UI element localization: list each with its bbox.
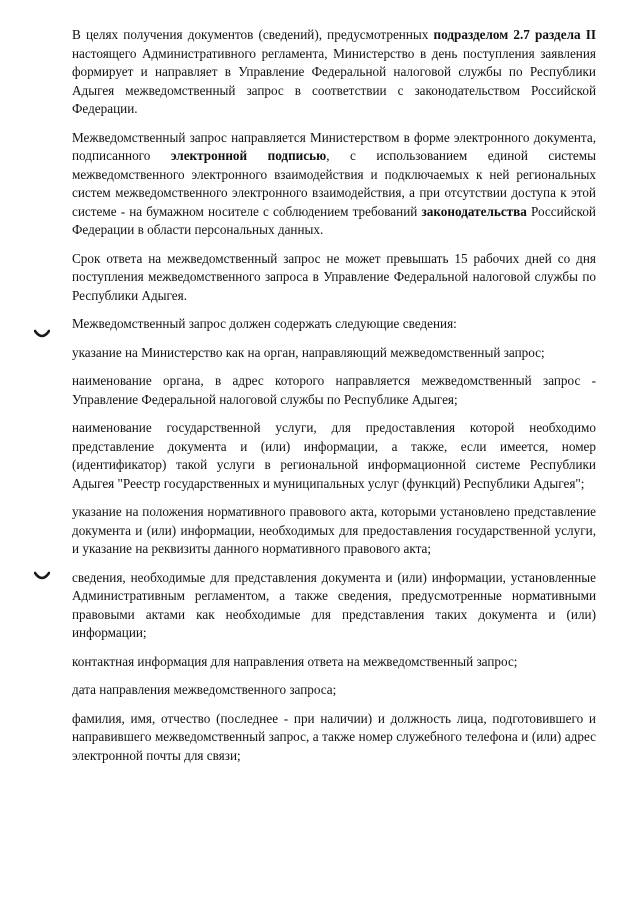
text-run: Межведомственный запрос направляется Министерством в форме электронного документа, подписанного (72, 129, 596, 163)
text-run: Российской Федерации в области персональных данных. (72, 203, 596, 237)
paragraph (72, 315, 596, 334)
text-run: контактная информация для направления ответа на межведомственный запрос; (72, 653, 518, 669)
paragraph (72, 26, 596, 119)
text-run: фамилия, имя, отчество (последнее - при наличии) и должность лица, подготовившего и направившего межведомственный запрос, а также номер служебного телефона и (или) адрес электронной почты для связи; (72, 710, 596, 763)
binding-hole-mark-icon (34, 571, 50, 581)
text-run: указание на Министерство как на орган, направляющий межведомственный запрос; (72, 344, 545, 360)
text-run: дата направления межведомственного запроса; (72, 682, 337, 697)
paragraph (72, 419, 596, 493)
document-body (72, 26, 596, 775)
text-run: указание на положения нормативного правового акта, которыми установлено представление документа и (или) информации, необходимых для предоставления государственной услуги, и указание на реквизиты данного нормативного правового акта; (72, 504, 596, 556)
text-run: наименование органа, в адрес которого направляется межведомственный запрос - Управление Федеральной налоговой службы по Республике Адыгея; (72, 373, 596, 407)
text-run: Межведомственный запрос должен содержать следующие сведения: (72, 316, 457, 331)
text-run: наименование государственной услуги, для предоставления которой необходимо представление документа и (или) информации, а также, если имеется, номер (идентификатор) такой услуги в региональной информационной системе Республики Адыгея "Реестр государственных и муниципальных услуг (функций) Республики Адыгея"; (72, 420, 596, 491)
paragraph (72, 710, 596, 766)
paragraph (72, 681, 596, 700)
text-run-bold: подразделом 2.7 раздела II (433, 27, 596, 42)
text-run-bold: электронной подписью (170, 148, 327, 163)
text-run: настоящего Административного регламента, Министерство в день поступления заявления формирует и направляет в Управление Федеральной налоговой службы по Республики Адыгея межведомственный запрос в соответствии с законодательством Российской Федерации. (72, 45, 596, 116)
binding-hole-mark-icon (34, 329, 50, 339)
paragraph (72, 372, 596, 409)
paragraph (72, 503, 596, 559)
text-run: , с использованием единой системы межведомственного электронного взаимодействия и подключаемых к ней региональных систем межведомственного электронного взаимодействия, а при отсутствии доступа к этой системе - на бумажном носителе с соблюдением требований (72, 148, 596, 219)
paragraph (72, 129, 596, 240)
paragraph (72, 344, 596, 363)
text-run: В целях получения документов (сведений), предусмотренных (72, 27, 434, 42)
paragraph (72, 250, 596, 306)
text-run-bold: законодательства (421, 203, 527, 219)
text-run: Срок ответа на межведомственный запрос не может превышать 15 рабочих дней со дня поступления межведомственного запроса в Управление Федеральной налоговой службы по Республики Адыгея. (72, 250, 596, 303)
text-run: сведения, необходимые для представления документа и (или) информации, установленные Административным регламентом, а также сведения, предусмотренные нормативными правовыми актами как необходимые для представления таких документа и (или) информации; (72, 569, 596, 640)
paragraph (72, 653, 596, 672)
paragraph (72, 569, 596, 643)
